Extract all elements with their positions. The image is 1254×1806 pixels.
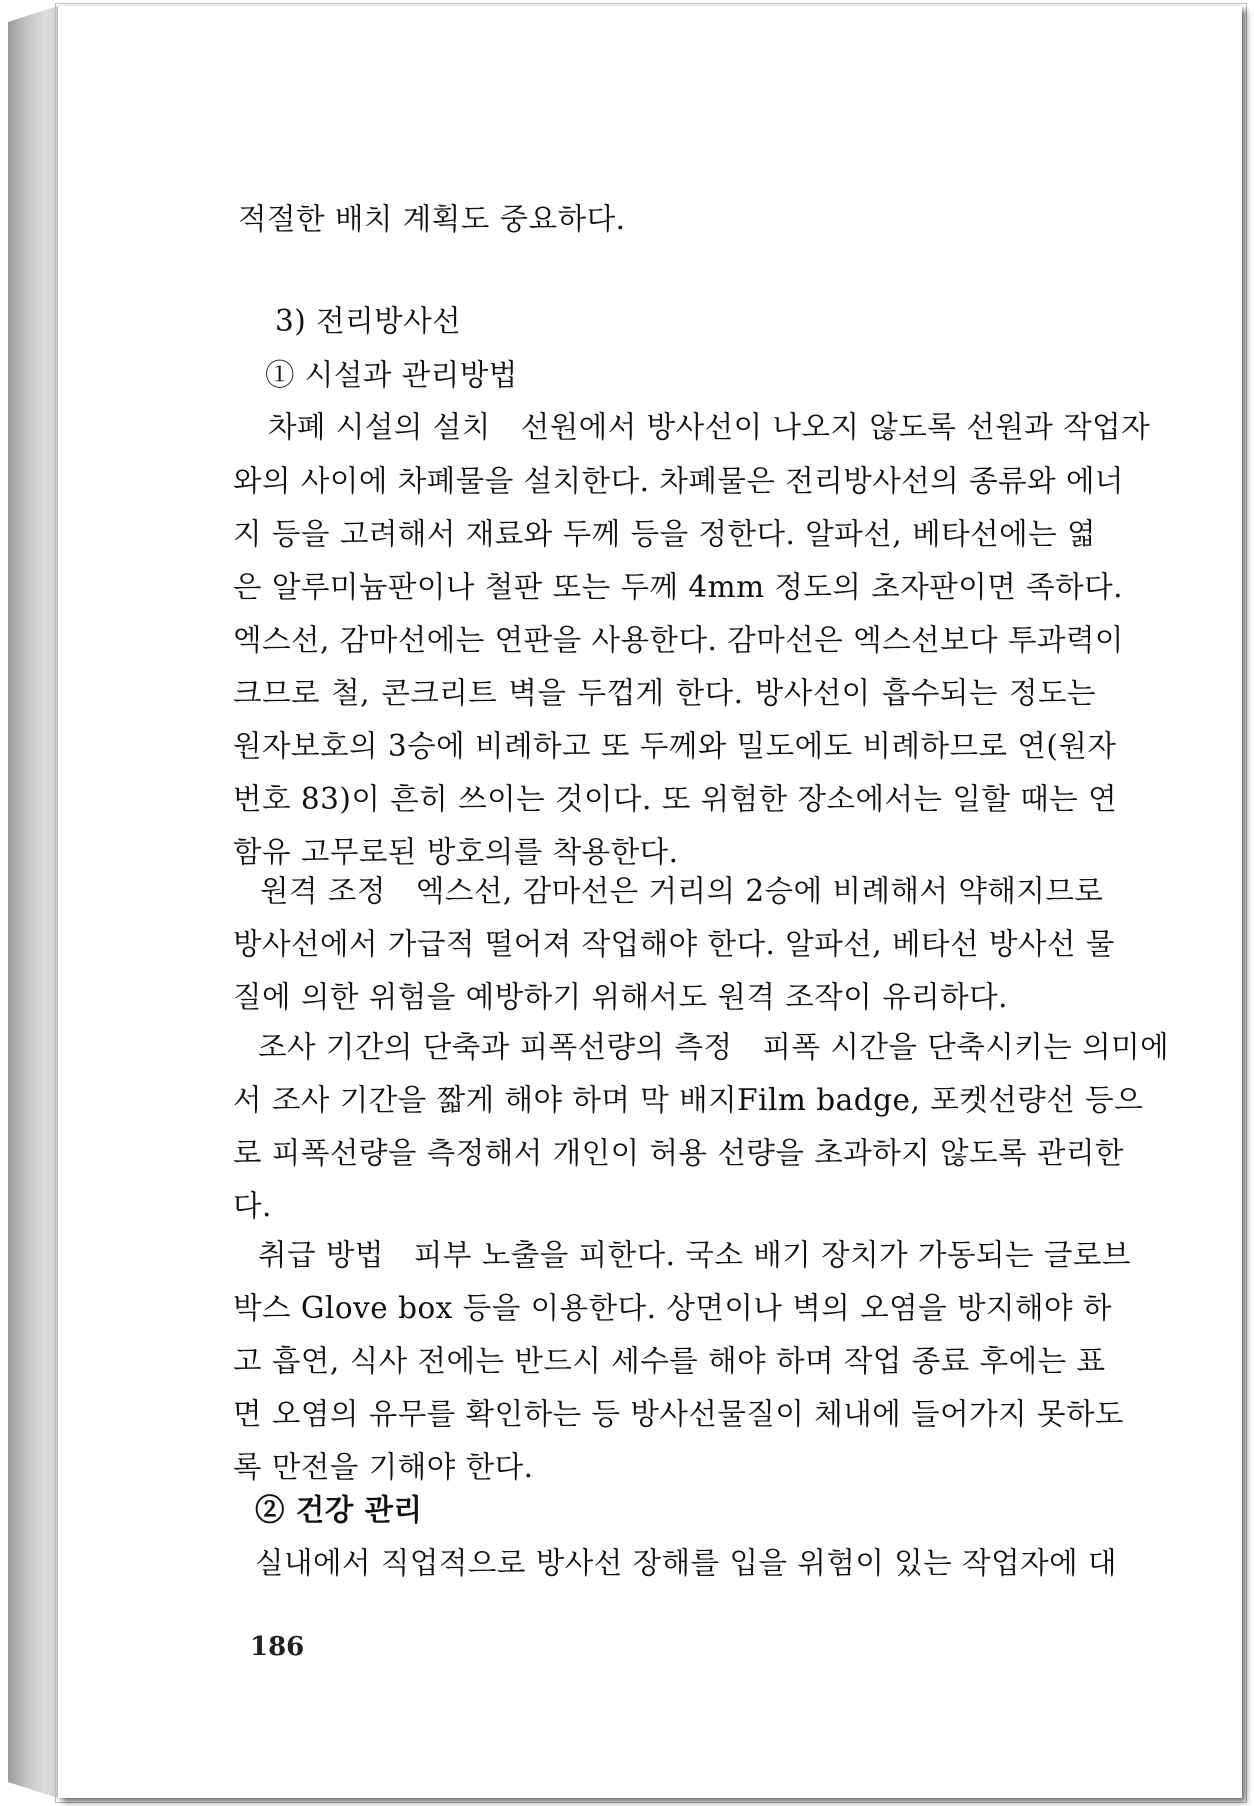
top-line: 적절한 배치 계획도 중요하다. <box>238 202 626 236</box>
para2-line: 방사선에서 가급적 떨어져 작업해야 한다. 알파선, 베타선 방사선 물 <box>233 927 1115 961</box>
para4-term: 취급 방법 <box>258 1238 384 1272</box>
para3-line: 로 피폭선량을 측정해서 개인이 허용 선량을 초과하지 않도록 관리한 <box>233 1136 1124 1170</box>
para1-line: 은 알루미늄판이나 철판 또는 두께 4mm 정도의 초자판이면 족하다. <box>233 570 1124 604</box>
para3-last-line: 다. <box>233 1189 272 1223</box>
para3-lead-text: 피폭 시간을 단축시키는 의미에 <box>762 1030 1170 1064</box>
book-spine <box>8 6 58 1798</box>
para4-last-line: 록 만전을 기해야 한다. <box>233 1450 534 1484</box>
para4-line: 고 흡연, 식사 전에는 반드시 세수를 해야 하며 작업 종료 후에는 표 <box>233 1344 1106 1378</box>
para4-first-line <box>258 1232 1131 1274</box>
para3-term: 조사 기간의 단축과 피폭선량의 측정 <box>258 1030 733 1064</box>
para1-line: 지 등을 고려해서 재료와 두께 등을 정한다. 알파선, 베타선에는 엷 <box>233 517 1096 551</box>
para1-lead-text: 선원에서 방사선이 나오지 않도록 선원과 작업자 <box>520 410 1151 444</box>
section-heading: 3) 전리방사선 <box>275 304 462 338</box>
page-number: 186 <box>250 1632 305 1662</box>
para2-last-line: 질에 의한 위험을 예방하기 위해서도 원격 조작이 유리하다. <box>233 980 1008 1014</box>
bottom-line: 실내에서 직업적으로 방사선 장해를 입을 위험이 있는 작업자에 대 <box>255 1546 1117 1580</box>
para3-line: 서 조사 기간을 짧게 해야 하며 막 배지Film badge, 포켓선량선 등으 <box>233 1083 1144 1117</box>
para2-lead-text: 엑스선, 감마선은 거리의 2승에 비례해서 약해지므로 <box>415 874 1104 908</box>
para4-line: 박스 Glove box 등을 이용한다. 상면이나 벽의 오염을 방지해야 하 <box>233 1291 1112 1325</box>
para3-first-line <box>258 1024 1169 1066</box>
para1-line: 원자보호의 3승에 비례하고 또 두께와 밀도에도 비례하므로 연(원자 <box>233 729 1117 763</box>
para4-lead-text: 피부 노출을 피한다. 국소 배기 장치가 가동되는 글로브 <box>413 1238 1131 1272</box>
para1-term: 차폐 시설의 설치 <box>268 410 491 444</box>
para4-line: 면 오염의 유무를 확인하는 등 방사선물질이 체내에 들어가지 못하도 <box>233 1397 1124 1431</box>
para1-line: 번호 83)이 흔히 쓰이는 것이다. 또 위험한 장소에서는 일할 때는 연 <box>233 782 1118 816</box>
para1-last-line: 함유 고무로된 방호의를 착용한다. <box>233 835 679 869</box>
para2-term: 원격 조정 <box>260 874 386 908</box>
para1-line: 엑스선, 감마선에는 연판을 사용한다. 감마선은 엑스선보다 투과력이 <box>233 623 1124 657</box>
subheading-facilities: ① 시설과 관리방법 <box>265 358 518 392</box>
para1-line: 크므로 철, 콘크리트 벽을 두껍게 한다. 방사선이 흡수되는 정도는 <box>233 676 1096 710</box>
subheading-health: ② 건강 관리 <box>255 1492 423 1527</box>
para1-line: 와의 사이에 차폐물을 설치한다. 차폐물은 전리방사선의 종류와 에너 <box>233 464 1124 498</box>
para2-first-line <box>260 868 1103 910</box>
para1-first-line <box>268 404 1150 446</box>
